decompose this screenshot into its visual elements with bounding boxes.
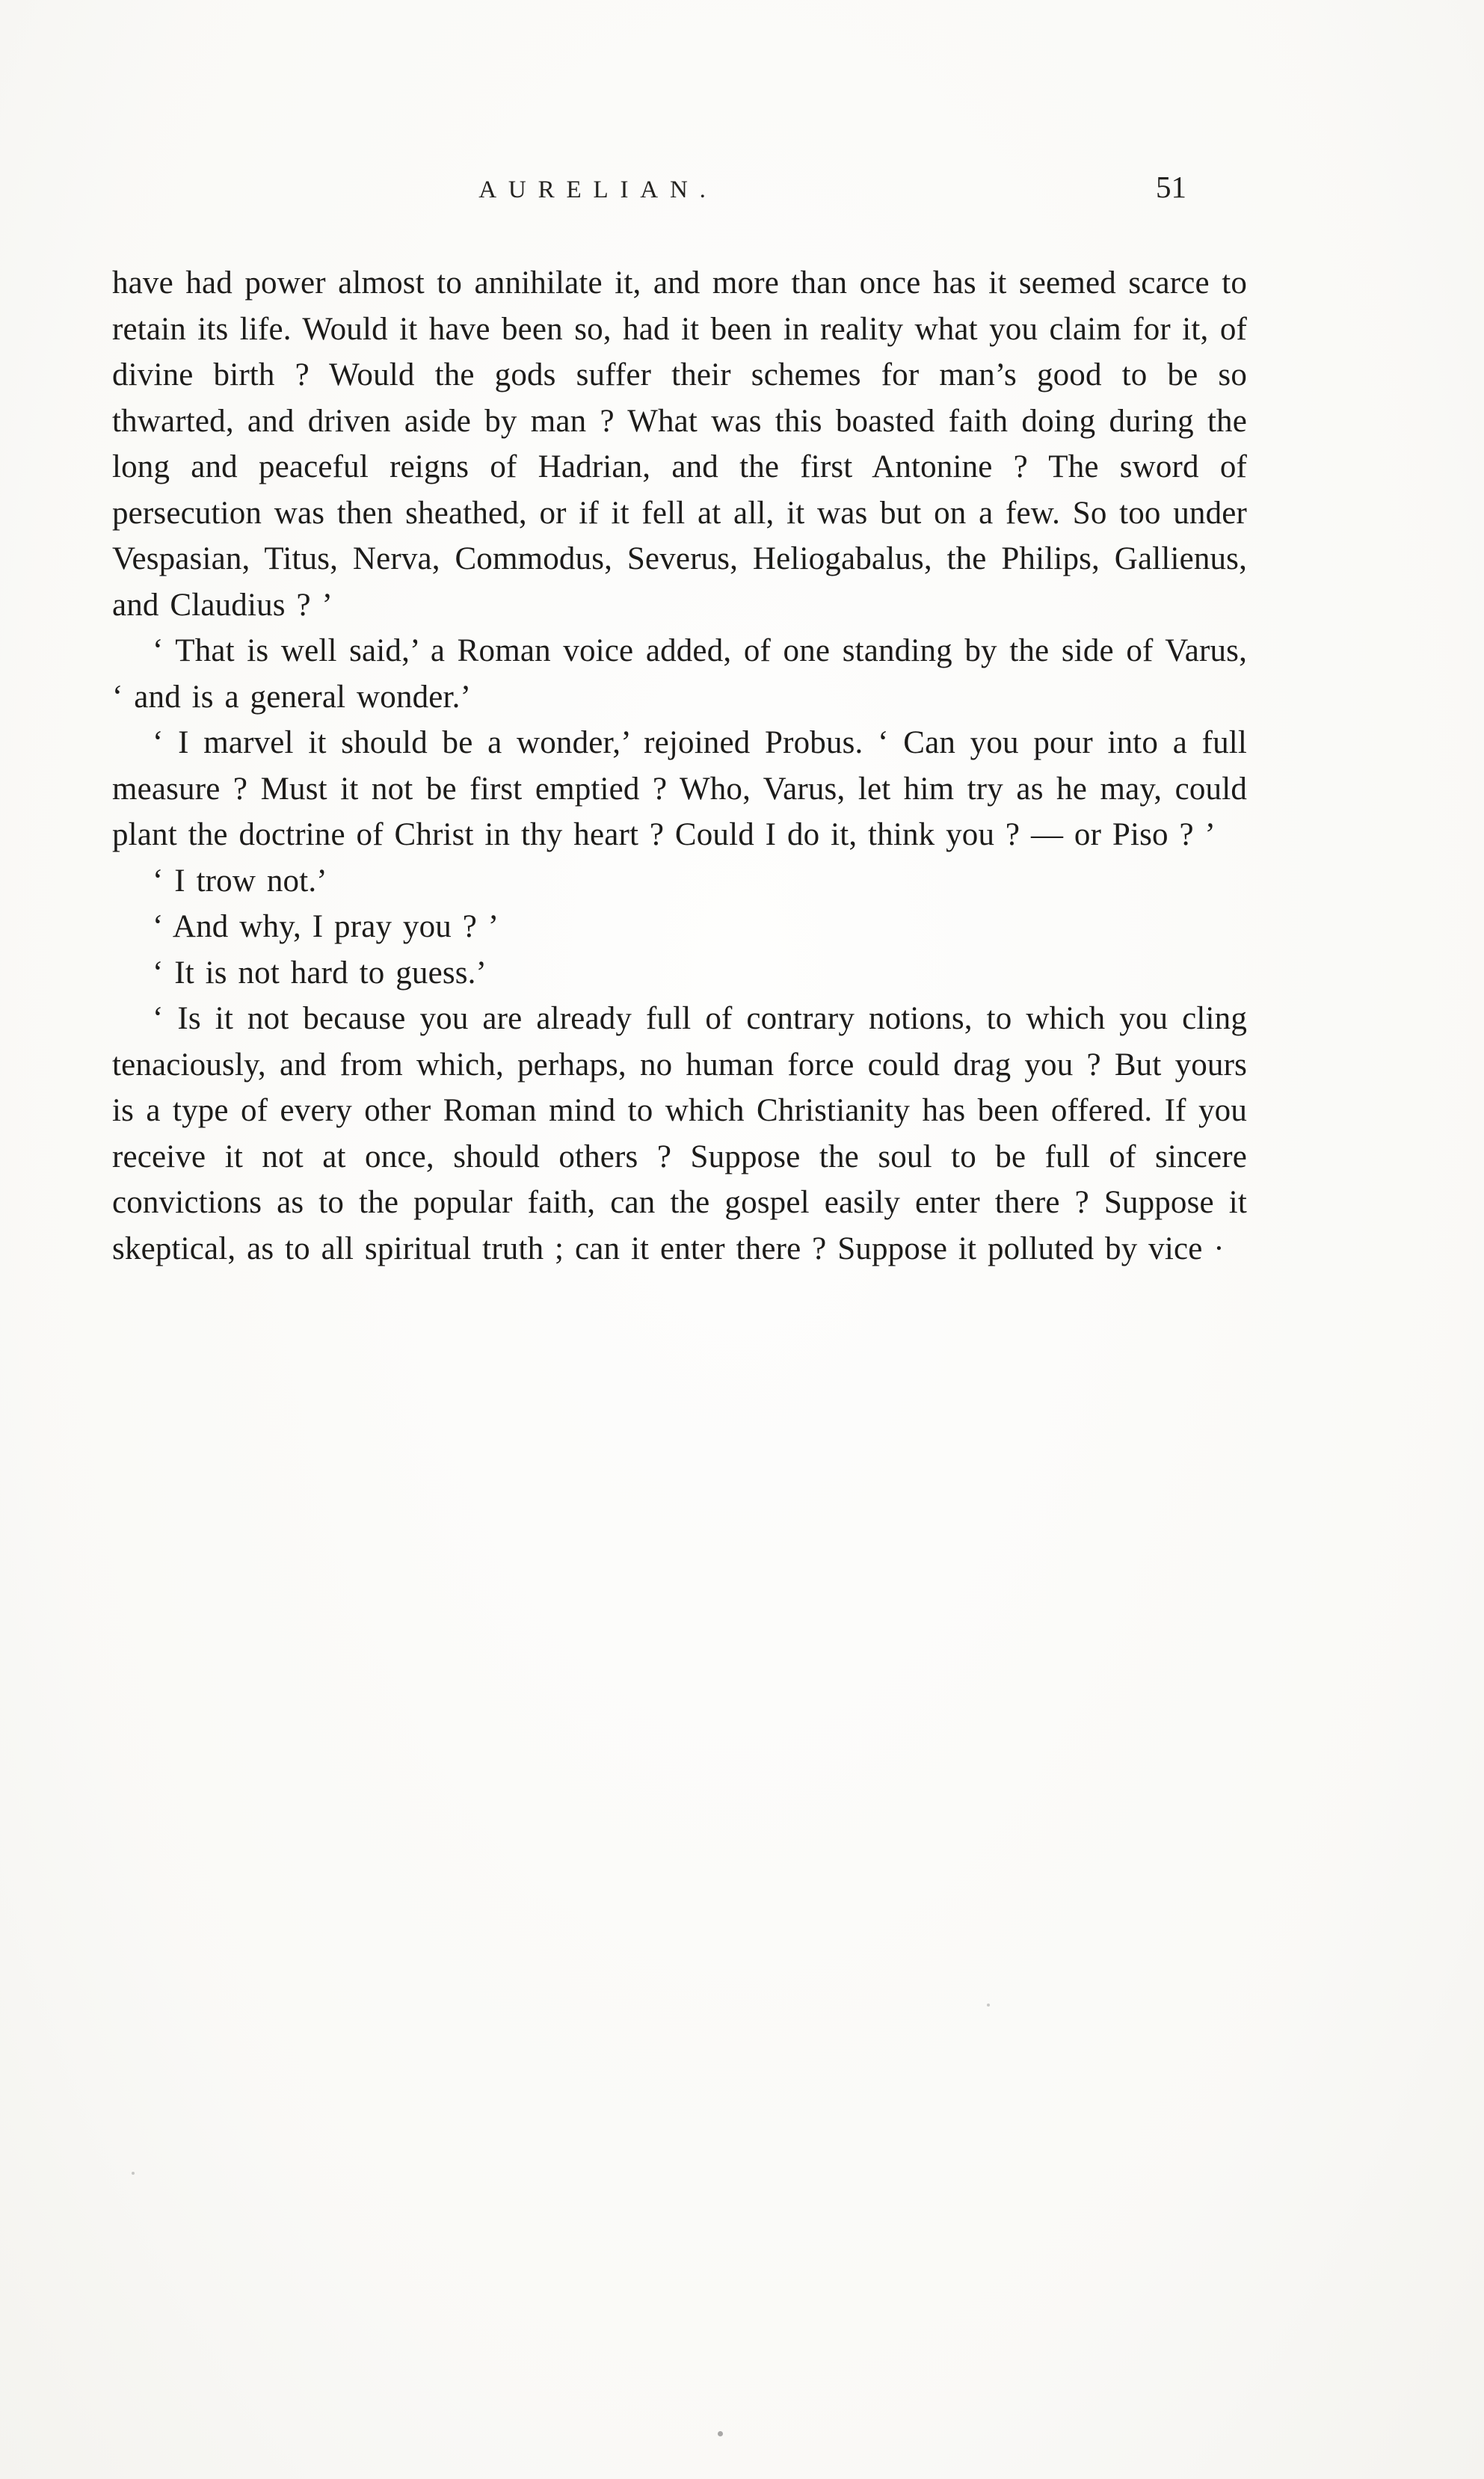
paragraph: ‘ It is not hard to guess.’ <box>153 955 487 991</box>
paragraph: ‘ And why, I pray you ? ’ <box>153 909 499 944</box>
scan-speck <box>718 2431 723 2436</box>
scan-speck <box>132 2172 135 2175</box>
body-text <box>112 260 1247 1272</box>
page-title: AURELIAN. <box>478 176 718 203</box>
scan-speck <box>987 2004 990 2007</box>
paragraph: ‘ Is it not because you are already full of contrary notions, to which you cling tenaciously, and from which, perhaps, no human force could drag you ? But yours is a type of every other Roman mind to which Christianity has been offered. If you receive it not at once, should others ? Suppose the soul to be full of sincere convictions as to the popular faith, can the gospel easily enter there ? Suppose it skeptical, as to all spiritual truth ; can it enter there ? Suppose it polluted by vice · <box>112 1001 1247 1266</box>
paragraph: ‘ I trow not.’ <box>153 863 327 899</box>
paragraph: ‘ I marvel it should be a wonder,’ rejoined Probus. ‘ Can you pour into a full measure ? Must it not be first emptied ? Who, Varus, let him try as he may, could plant the doctrine of Christ in thy heart ? Could I do it, think you ? — or Piso ? ’ <box>112 725 1247 852</box>
paragraph: ‘ That is well said,’ a Roman voice added, of one standing by the side of Varus, ‘ and is a general wonder.’ <box>112 633 1247 715</box>
paragraph: have had power almost to annihilate it, and more than once has it seemed scarce to retain its life. Would it have been so, had it been in reality what you claim for it, of divine birth ? Would the gods suffer their schemes for man’s good to be so thwarted, and driven aside by man ? What was this boasted faith doing during the long and peaceful reigns of Hadrian, and the first Antonine ? The sword of persecution was then sheathed, or if it fell at all, it was but on a few. So too under Vespasian, Titus, Nerva, Commodus, Severus, Heliogabalus, the Philips, Gallienus, and Claudius ? ’ <box>112 265 1247 623</box>
running-header <box>112 170 1245 221</box>
page-number: 51 <box>1156 170 1186 204</box>
